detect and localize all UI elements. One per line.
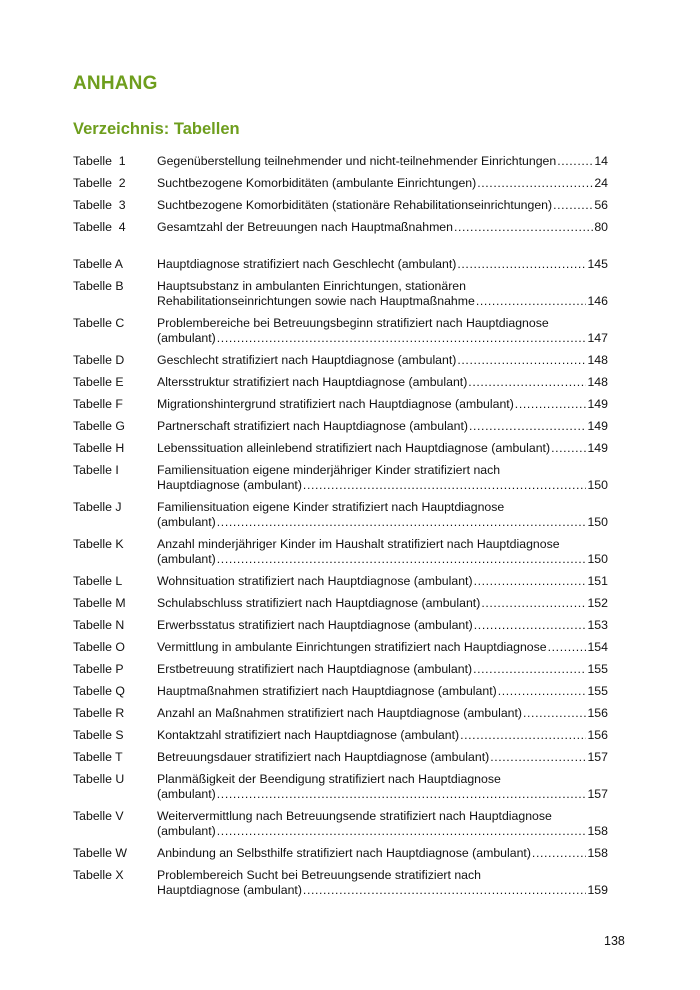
toc-entry-page[interactable]: 150 [587,552,608,566]
toc-entry-title-line: Suchtbezogene Komorbiditäten (stationäre Rehabilitationseinrichtungen) [157,198,553,212]
toc-entry-page[interactable]: 155 [587,684,608,698]
dot-leader [457,257,586,272]
toc-entry-title [157,500,608,530]
toc-entry-title [157,419,608,434]
toc-entry-page[interactable]: 24 [594,176,608,190]
dot-leader [498,684,587,699]
toc-entry-title-line: Hauptdiagnose stratifiziert nach Geschlecht (ambulant) [157,257,457,271]
dot-leader [477,176,593,191]
toc-entry-page[interactable]: 158 [587,846,608,860]
toc-entry[interactable] [73,463,608,493]
dot-leader [523,706,586,721]
toc-entry-title-line: Schulabschluss stratifiziert nach Hauptdiagnose (ambulant) [157,596,481,610]
toc-entry[interactable] [73,728,608,743]
toc-entry-title [157,662,608,677]
toc-entry-title [157,353,608,368]
toc-entry-title [157,198,608,213]
toc-entry-title-line: Hauptdiagnose (ambulant) [157,883,302,897]
toc-entry-title-line: Altersstruktur stratifiziert nach Hauptdiagnose (ambulant) [157,375,468,389]
toc-entry-label: Tabelle D [73,353,125,367]
dot-leader [303,478,587,493]
toc-entry-title [157,640,608,655]
table-of-contents [73,154,608,905]
toc-entry-page[interactable]: 80 [594,220,608,234]
toc-entry[interactable] [73,537,608,567]
toc-entry-title [157,728,608,743]
toc-entry-page[interactable]: 153 [587,618,608,632]
toc-entry-title-line: Betreuungsdauer stratifiziert nach Hauptdiagnose (ambulant) [157,750,490,764]
toc-entry-label: Tabelle I [73,463,119,477]
dot-leader [469,419,586,434]
toc-entry-page[interactable]: 149 [587,441,608,455]
toc-entry-title-line: Gegenüberstellung teilnehmender und nicht-teilnehmender Einrichtungen [157,154,557,168]
page-number: 138 [604,934,625,948]
dot-leader [217,331,587,346]
toc-entry-page[interactable]: 148 [587,353,608,367]
dot-leader [551,441,586,456]
toc-entry-page[interactable]: 157 [587,750,608,764]
toc-entry-page[interactable]: 150 [587,478,608,492]
table-index-heading: Verzeichnis: Tabellen [73,120,240,138]
toc-entry-title-line: Weitervermittlung nach Betreuungsende stratifiziert nach Hauptdiagnose [157,809,552,823]
toc-entry-title [157,257,608,272]
toc-entry[interactable] [73,574,608,589]
toc-entry-title [157,809,608,839]
toc-entry[interactable] [73,618,608,633]
dot-leader [557,154,593,169]
toc-entry-title [157,684,608,699]
toc-entry[interactable] [73,750,608,765]
toc-entry-title-line: Lebenssituation alleinlebend stratifiziert nach Hauptdiagnose (ambulant) [157,441,551,455]
dot-leader [468,375,586,390]
toc-entry-page[interactable]: 145 [587,257,608,271]
toc-entry-page[interactable]: 152 [587,596,608,610]
toc-entry-title-line: Anzahl minderjähriger Kinder im Haushalt stratifiziert nach Hauptdiagnose [157,537,560,551]
toc-entry-page[interactable]: 56 [594,198,608,212]
toc-entry-title-line: Kontaktzahl stratifiziert nach Hauptdiagnose (ambulant) [157,728,460,742]
toc-entry-title-line: Hauptdiagnose (ambulant) [157,478,302,492]
toc-entry-title [157,772,608,802]
toc-entry-page[interactable]: 156 [587,728,608,742]
dot-leader [515,397,587,412]
toc-entry[interactable] [73,375,608,390]
dot-leader [457,353,586,368]
toc-entry[interactable] [73,772,608,802]
toc-entry-page[interactable]: 149 [587,397,608,411]
toc-entry-title [157,176,608,191]
toc-entry[interactable] [73,397,608,412]
toc-entry-label: Tabelle G [73,419,125,433]
toc-entry-page[interactable]: 147 [587,331,608,345]
toc-entry-title-line: Vermittlung in ambulante Einrichtungen stratifiziert nach Hauptdiagnose [157,640,547,654]
toc-entry[interactable] [73,684,608,699]
appendix-heading: ANHANG [73,73,158,94]
toc-entry-label: Tabelle 3 [73,198,126,212]
dot-leader [217,552,587,567]
toc-entry[interactable] [73,419,608,434]
toc-entry-title-line: Problembereich Sucht bei Betreuungsende stratifiziert nach [157,868,482,882]
toc-entry-title [157,375,608,390]
toc-entry-title [157,706,608,721]
toc-entry[interactable] [73,198,608,213]
dot-leader [474,618,587,633]
toc-entry-label: Tabelle M [73,596,126,610]
toc-entry-title [157,596,608,611]
toc-entry-label: Tabelle C [73,316,125,330]
toc-entry-page[interactable]: 151 [587,574,608,588]
toc-entry-label: Tabelle J [73,500,122,514]
toc-entry-label: Tabelle S [73,728,124,742]
toc-entry-label: Tabelle P [73,662,124,676]
dot-leader [481,596,586,611]
toc-entry-label: Tabelle F [73,397,123,411]
toc-entry-title-line: Rehabilitationseinrichtungen sowie nach Hauptmaßnahme [157,294,475,308]
toc-entry-title-line: Migrationshintergrund stratifiziert nach Hauptdiagnose (ambulant) [157,397,514,411]
toc-entry-page[interactable]: 157 [587,787,608,801]
toc-entry-title [157,279,608,309]
toc-entry-title [157,537,608,567]
toc-entry-title-line: (ambulant) [157,515,216,529]
toc-entry-title-line: Familiensituation eigene minderjähriger Kinder stratifiziert nach [157,463,501,477]
toc-entry[interactable] [73,257,608,272]
toc-entry[interactable] [73,809,608,839]
toc-entry[interactable] [73,154,608,169]
toc-entry-page[interactable]: 148 [587,375,608,389]
toc-entry[interactable] [73,176,608,191]
toc-entry-title [157,463,608,493]
toc-entry-label: Tabelle H [73,441,125,455]
toc-entry-label: Tabelle W [73,846,127,860]
toc-entry-title [157,846,608,861]
toc-entry[interactable] [73,316,608,346]
toc-entry-title-line: Erwerbsstatus stratifiziert nach Hauptdiagnose (ambulant) [157,618,473,632]
toc-entry[interactable] [73,662,608,677]
toc-entry-title-line: Erstbetreuung stratifiziert nach Hauptdiagnose (ambulant) [157,662,473,676]
toc-entry[interactable] [73,220,608,235]
dot-leader [217,515,587,530]
toc-entry[interactable] [73,500,608,530]
toc-entry[interactable] [73,846,608,861]
dot-leader [476,294,587,309]
toc-entry-title-line: Anzahl an Maßnahmen stratifiziert nach Hauptdiagnose (ambulant) [157,706,523,720]
toc-entry-label: Tabelle E [73,375,124,389]
toc-entry-label: Tabelle 2 [73,176,126,190]
toc-entry-title [157,220,608,235]
toc-entry-label: Tabelle 4 [73,220,126,234]
dot-leader [490,750,586,765]
toc-entry-title-line: Partnerschaft stratifiziert nach Hauptdiagnose (ambulant) [157,419,468,433]
toc-entry-title-line: Problembereiche bei Betreuungsbeginn stratifiziert nach Hauptdiagnose [157,316,549,330]
toc-entry-title-line: Geschlecht stratifiziert nach Hauptdiagnose (ambulant) [157,353,457,367]
toc-entry-title [157,868,608,898]
toc-entry-label: Tabelle R [73,706,125,720]
toc-entry-title-line: (ambulant) [157,331,216,345]
toc-entry-label: Tabelle N [73,618,125,632]
dot-leader [473,662,586,677]
toc-entry-page[interactable]: 149 [587,419,608,433]
toc-entry[interactable] [73,279,608,309]
toc-entry-label: Tabelle T [73,750,123,764]
toc-entry-label: Tabelle B [73,279,124,293]
toc-entry-page[interactable]: 158 [587,824,608,838]
toc-entry-label: Tabelle A [73,257,123,271]
toc-entry-page[interactable]: 159 [587,883,608,897]
toc-entry[interactable] [73,868,608,898]
toc-entry-title-line: Familiensituation eigene Kinder stratifiziert nach Hauptdiagnose [157,500,505,514]
dot-leader [460,728,586,743]
toc-entry-page[interactable]: 14 [594,154,608,168]
toc-entry-title [157,441,608,456]
dot-leader [303,883,587,898]
dot-leader [548,640,587,655]
toc-entry-label: Tabelle K [73,537,124,551]
toc-entry-label: Tabelle L [73,574,123,588]
toc-entry-title-line: Anbindung an Selbsthilfe stratifiziert nach Hauptdiagnose (ambulant) [157,846,531,860]
toc-entry-label: Tabelle U [73,772,125,786]
toc-entry-title-line: Gesamtzahl der Betreuungen nach Hauptmaßnahmen [157,220,453,234]
toc-entry-title-line: (ambulant) [157,824,216,838]
toc-entry[interactable] [73,640,608,655]
toc-entry[interactable] [73,706,608,721]
dot-leader [532,846,587,861]
dot-leader [553,198,593,213]
toc-entry-title-line: Suchtbezogene Komorbiditäten (ambulante Einrichtungen) [157,176,477,190]
toc-entry-page[interactable]: 146 [587,294,608,308]
toc-entry-title [157,154,608,169]
toc-entry-title [157,618,608,633]
toc-entry[interactable] [73,353,608,368]
toc-entry-title-line: Planmäßigkeit der Beendigung stratifiziert nach Hauptdiagnose [157,772,501,786]
toc-entry-title-line: (ambulant) [157,787,216,801]
toc-entry-label: Tabelle V [73,809,124,823]
toc-entry-label: Tabelle 1 [73,154,126,168]
toc-entry-page[interactable]: 150 [587,515,608,529]
toc-entry-title [157,750,608,765]
toc-entry-label: Tabelle Q [73,684,125,698]
toc-entry-title-line: (ambulant) [157,552,216,566]
toc-entry-label: Tabelle X [73,868,124,882]
toc-entry-title-line: Hauptmaßnahmen stratifiziert nach Hauptdiagnose (ambulant) [157,684,497,698]
toc-entry-page[interactable]: 154 [587,640,608,654]
dot-leader [454,220,593,235]
toc-entry-page[interactable]: 155 [587,662,608,676]
toc-entry-label: Tabelle O [73,640,125,654]
toc-entry-title [157,397,608,412]
toc-entry[interactable] [73,441,608,456]
dot-leader [217,787,587,802]
toc-entry-title [157,574,608,589]
toc-entry[interactable] [73,596,608,611]
toc-entry-title-line: Hauptsubstanz in ambulanten Einrichtungen, stationären [157,279,466,293]
toc-entry-title [157,316,608,346]
toc-entry-title-line: Wohnsituation stratifiziert nach Hauptdiagnose (ambulant) [157,574,473,588]
dot-leader [474,574,587,589]
toc-entry-page[interactable]: 156 [587,706,608,720]
dot-leader [217,824,587,839]
